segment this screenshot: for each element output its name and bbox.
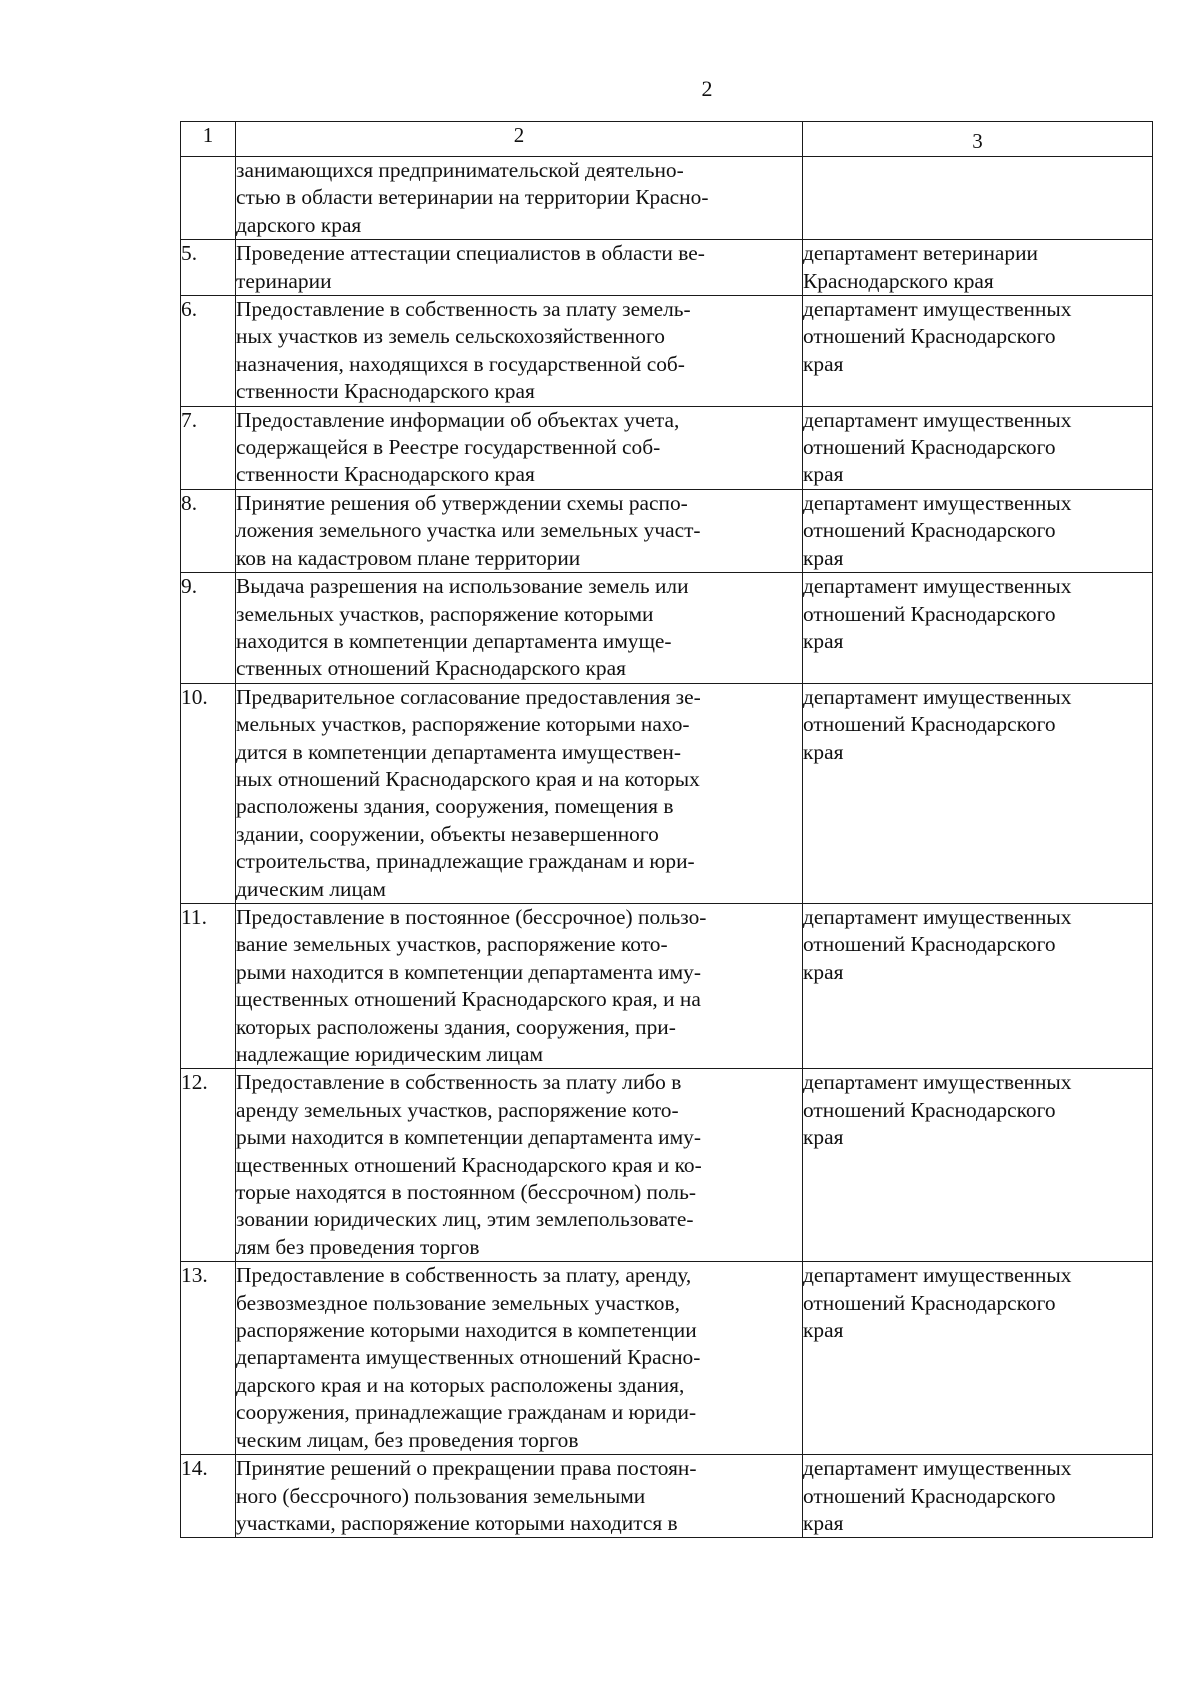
table-row: [181, 1069, 1153, 1262]
table-row: [181, 406, 1153, 489]
table-row: [181, 296, 1153, 407]
service-name: Предоставление информации об объектах учета, содержащейся в Реестре государственной соб- ственности Краснодарского края: [236, 407, 680, 487]
service-name: Проведение аттестации специалистов в области ве- теринарии: [236, 241, 705, 293]
responsible-department: департамент ветеринарии Краснодарского края: [803, 241, 1038, 293]
table-row: [181, 903, 1153, 1068]
services-table: [180, 121, 1153, 1538]
table-header-row: [181, 122, 1153, 157]
row-number: 10.: [181, 684, 208, 709]
header-cell-1: 1: [181, 122, 236, 157]
table-row: [181, 683, 1153, 903]
service-name: Принятие решений о прекращении права постоян- ного (бессрочного) пользования земельными участками, распоряжение которыми находится в: [236, 1456, 697, 1535]
header-cell-3: 3: [803, 122, 1153, 157]
responsible-department: департамент имущественных отношений Краснодарского края: [803, 1070, 1072, 1150]
page-number: 2: [701, 76, 713, 101]
row-number: 12.: [181, 1070, 208, 1095]
responsible-department: департамент имущественных отношений Краснодарского края: [803, 1263, 1072, 1343]
responsible-department: департамент имущественных отношений Краснодарского края: [803, 490, 1072, 570]
row-number: 7.: [181, 407, 198, 432]
table-row: [181, 157, 1153, 240]
service-name: Принятие решения об утверждении схемы распо- ложения земельного участка или земельных участ- ков на кадастровом плане территории: [236, 490, 701, 570]
responsible-department: департамент имущественных отношений Краснодарского края: [803, 407, 1072, 487]
responsible-department: департамент имущественных отношений Краснодарского края: [803, 297, 1072, 376]
service-name: Предоставление в постоянное (бессрочное) пользо- вание земельных участков, распоряжение кото- рыми находится в компетенции департамента иму- щественных отношений Краснодарского края, и на которых расположены здания, сооружения, при- надлежащие юридическим лицам: [236, 904, 707, 1066]
table-row: [181, 1262, 1153, 1455]
row-number: 9.: [181, 574, 198, 599]
table-row: [181, 1455, 1153, 1538]
row-number: 6.: [181, 297, 198, 322]
header-cell-2: 2: [236, 122, 803, 157]
responsible-department: департамент имущественных отношений Краснодарского края: [803, 574, 1072, 653]
row-number: 5.: [181, 241, 198, 266]
service-name: Предварительное согласование предоставления зе- мельных участков, распоряжение которыми нахо- дится в компетенции департамента имуществен- ных отношений Краснодарского края и на которых расположены здания, сооружения, помещения в здании, сооружении, объекты незавершенного строительства, принадлежащие гражданам и юри- дическим лицам: [236, 684, 701, 901]
table-row: [181, 240, 1153, 296]
row-number: 11.: [181, 904, 207, 929]
row-number: 14.: [181, 1456, 208, 1481]
service-name: Предоставление в собственность за плату, аренду, безвозмездное пользование земельных участков, распоряжение которыми находится в компетенции департамента имущественных отношений Красно- дарского края и на которых расположены здания, сооружения, принадлежащие гражданам и юриди- ческим лицам, без проведения торгов: [236, 1263, 701, 1452]
table-row: [181, 489, 1153, 572]
service-name: Выдача разрешения на использование земель или земельных участков, распоряжение которыми находится в компетенции департамента имуще- ственных отношений Краснодарского края: [236, 574, 689, 681]
responsible-department: департамент имущественных отношений Краснодарского края: [803, 684, 1072, 764]
service-name: занимающихся предпринимательской деятельно- стью в области ветеринарии на территории Красно- дарского края: [236, 158, 709, 237]
service-name: Предоставление в собственность за плату земель- ных участков из земель сельскохозяйственного назначения, находящихся в государственной соб- ственности Краснодарского края: [236, 297, 691, 404]
responsible-department: департамент имущественных отношений Краснодарского края: [803, 904, 1072, 984]
table-row: [181, 573, 1153, 684]
service-name: Предоставление в собственность за плату либо в аренду земельных участков, распоряжение кото- рыми находится в компетенции департамента иму- щественных отношений Краснодарского края и ко- торые находятся в постоянном (бессрочном) поль- зовании юридических лиц, этим землепользовате- лям без проведения торгов: [236, 1070, 702, 1259]
responsible-department: департамент имущественных отношений Краснодарского края: [803, 1456, 1072, 1535]
row-number: 13.: [181, 1263, 208, 1288]
row-number: 8.: [181, 490, 198, 515]
